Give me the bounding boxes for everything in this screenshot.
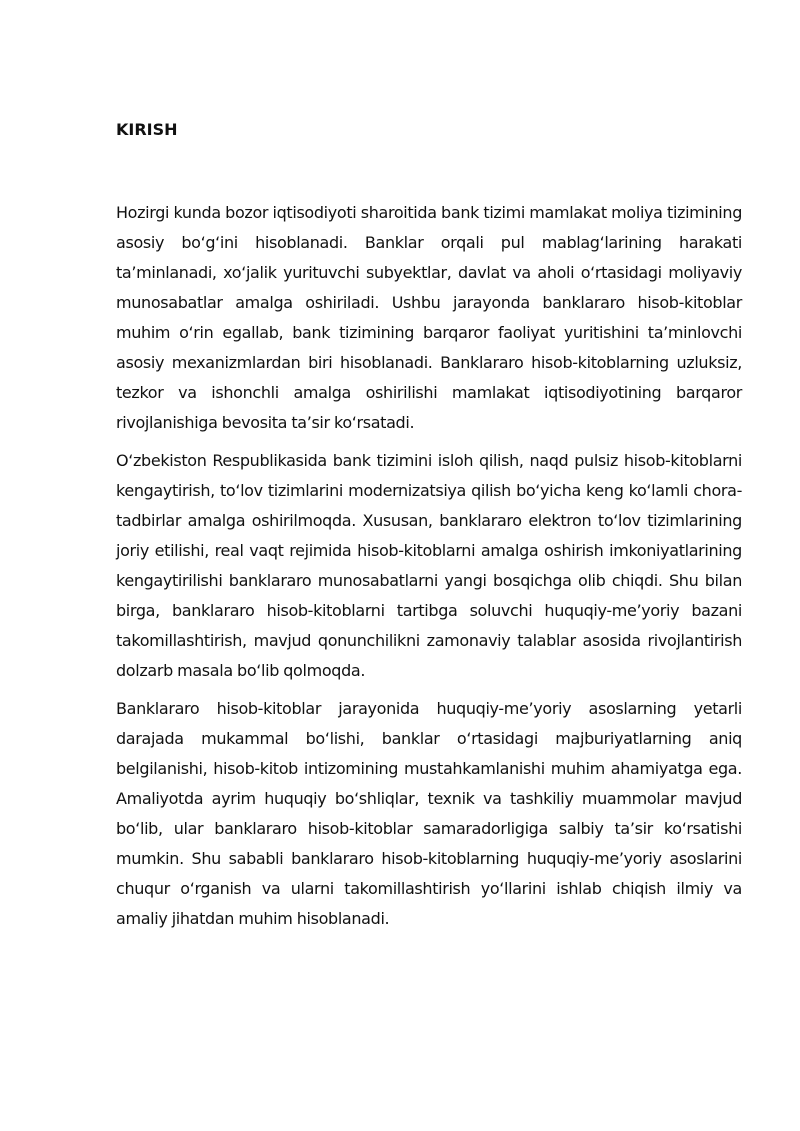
body-text (116, 198, 742, 942)
paragraph-2: O‘zbekiston Respublikasida bank tizimini isloh qilish, naqd pulsiz hisob-kitoblarni kengaytirish, to‘lov tizimlarini modernizatsiya qilish bo‘yicha keng ko‘lamli chora-tadbirlar amalga oshirilmoqda. Xususan, banklararo elektron to‘lov tizimlarining joriy etilishi, real vaqt rejimida hisob-kitoblarni amalga oshirish imkoniyatlarining kengaytirilishi banklararo munosabatlarni yangi bosqichga olib chiqdi. Shu bilan birga, banklararo hisob-kitoblarni tartibga soluvchi huquqiy-me’yoriy bazani takomillashtirish, mavjud qonunchilikni zamonaviy talablar asosida rivojlantirish dolzarb masala bo‘lib qolmoqda. (116, 451, 742, 680)
paragraph-3: Banklararo hisob-kitoblar jarayonida huquqiy-me’yoriy asoslarning yetarli darajada mukammal bo‘lishi, banklar o‘rtasidagi majburiyatlarning aniq belgilanishi, hisob-kitob intizomining mustahkamlanishi muhim ahamiyatga ega. Amaliyotda ayrim huquqiy bo‘shliqlar, texnik va tashkiliy muammolar mavjud bo‘lib, ular banklararo hisob-kitoblar samaradorligiga salbiy ta’sir ko‘rsatishi mumkin. Shu sababli banklararo hisob-kitoblarning huquqiy-me’yoriy asoslarini chuqur o‘rganish va ularni takomillashtirish yo‘llarini ishlab chiqish ilmiy va amaliy jihatdan muhim hisoblanadi. (116, 699, 742, 928)
paragraph-1: Hozirgi kunda bozor iqtisodiyoti sharoitida bank tizimi mamlakat moliya tizimining asosiy bo‘g‘ini hisoblanadi. Banklar orqali pul mablag‘larining harakati ta’minlanadi, xo‘jalik yurituvchi subyektlar, davlat va aholi o‘rtasidagi moliyaviy munosabatlar amalga oshiriladi. Ushbu jarayonda banklararo hisob-kitoblar muhim o‘rin egallab, bank tizimining barqaror faoliyat yuritishini ta’minlovchi asosiy mexanizmlardan biri hisoblanadi. Banklararo hisob-kitoblarning uzluksiz, tezkor va ishonchli amalga oshirilishi mamlakat iqtisodiyotining barqaror rivojlanishiga bevosita ta’sir ko‘rsatadi. (116, 203, 742, 432)
section-heading: KIRISH (116, 120, 178, 139)
